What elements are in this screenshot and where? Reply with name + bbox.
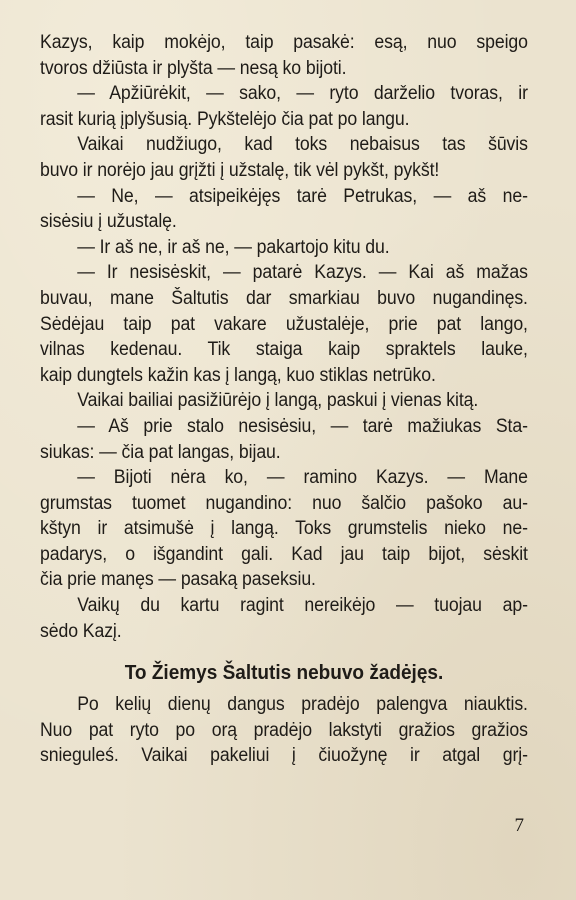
text-line: čia prie manęs — pasaką paseksiu. — [40, 569, 316, 591]
text-line: Nuo pat ryto po orą pradėjo lakstyti gražios gražios — [40, 719, 528, 741]
text-line: buvau, mane Šaltutis dar smarkiau buvo nugandinęs. — [40, 287, 528, 309]
text-line: — Ir aš ne, ir aš ne, — pakartojo kitu du. — [77, 236, 390, 258]
text-line: Vaikai nudžiugo, kad toks nebaisus tas šūvis — [77, 134, 528, 156]
chapter-heading: To Žiemys Šaltutis nebuvo žadėjęs. — [124, 662, 444, 685]
text-line: vilnas kedenau. Tik staiga kaip spraktels lauke, — [40, 339, 528, 361]
text-line: Po kelių dienų dangus pradėjo palengva niauktis. — [77, 694, 528, 716]
story-paragraphs — [40, 30, 528, 644]
text-line: rasit kurią įplyšusią. Pykštelėjo čia pat po langu. — [40, 108, 410, 130]
text-line: — Bijoti nėra ko, — ramino Kazys. — Mane — [77, 467, 528, 489]
text-line: grumstas tuomet nugandino: nuo šalčio pašoko au- — [40, 492, 528, 514]
text-line: kštyn ir atsimušė į langą. Toks grumstelis nieko ne- — [40, 518, 528, 540]
page-number: 7 — [514, 815, 524, 836]
page-text — [40, 30, 528, 769]
text-line: siukas: — čia pat langas, bijau. — [40, 441, 281, 463]
text-line: Vaikų du kartu ragint nereikėjo — tuojau ap- — [77, 595, 528, 617]
text-line: — Apžiūrėkit, — sako, — ryto darželio tvoras, ir — [77, 83, 528, 105]
text-line: sisėsiu į užustalę. — [40, 211, 177, 233]
text-line: tvoros džiūsta ir plyšta — nesą ko bijoti. — [40, 57, 347, 79]
text-line: Sėdėjau taip pat vakare užustalėje, prie pat lango, — [40, 313, 528, 335]
text-line: buvo ir norėjo jau grįžti į užstalę, tik vėl pykšt, pykšt! — [40, 159, 440, 181]
text-line: Vaikai bailiai pasižiūrėjo į langą, paskui į vienas kitą. — [77, 390, 479, 412]
chapter-opening-paragraph — [40, 692, 528, 769]
text-line: — Aš prie stalo nesisėsiu, — tarė mažiukas Sta- — [77, 415, 528, 437]
text-line: Kazys, kaip mokėjo, taip pasakė: esą, nuo speigo — [40, 32, 528, 53]
text-line: kaip dungtels kažin kas į langą, kuo stiklas netrūko. — [40, 364, 436, 386]
text-line: padarys, o išgandint gali. Kad jau taip bijot, sėskit — [40, 543, 528, 565]
text-line: — Ne, — atsipeikėjęs tarė Petrukas, — aš ne- — [77, 185, 528, 207]
text-line: snieguleś. Vaikai pakeliui į čiuožynę ir atgal grį- — [40, 745, 528, 767]
text-line: — Ir nesisėskit, — patarė Kazys. — Kai aš mažas — [77, 262, 528, 284]
text-line: sėdo Kazį. — [40, 620, 122, 642]
